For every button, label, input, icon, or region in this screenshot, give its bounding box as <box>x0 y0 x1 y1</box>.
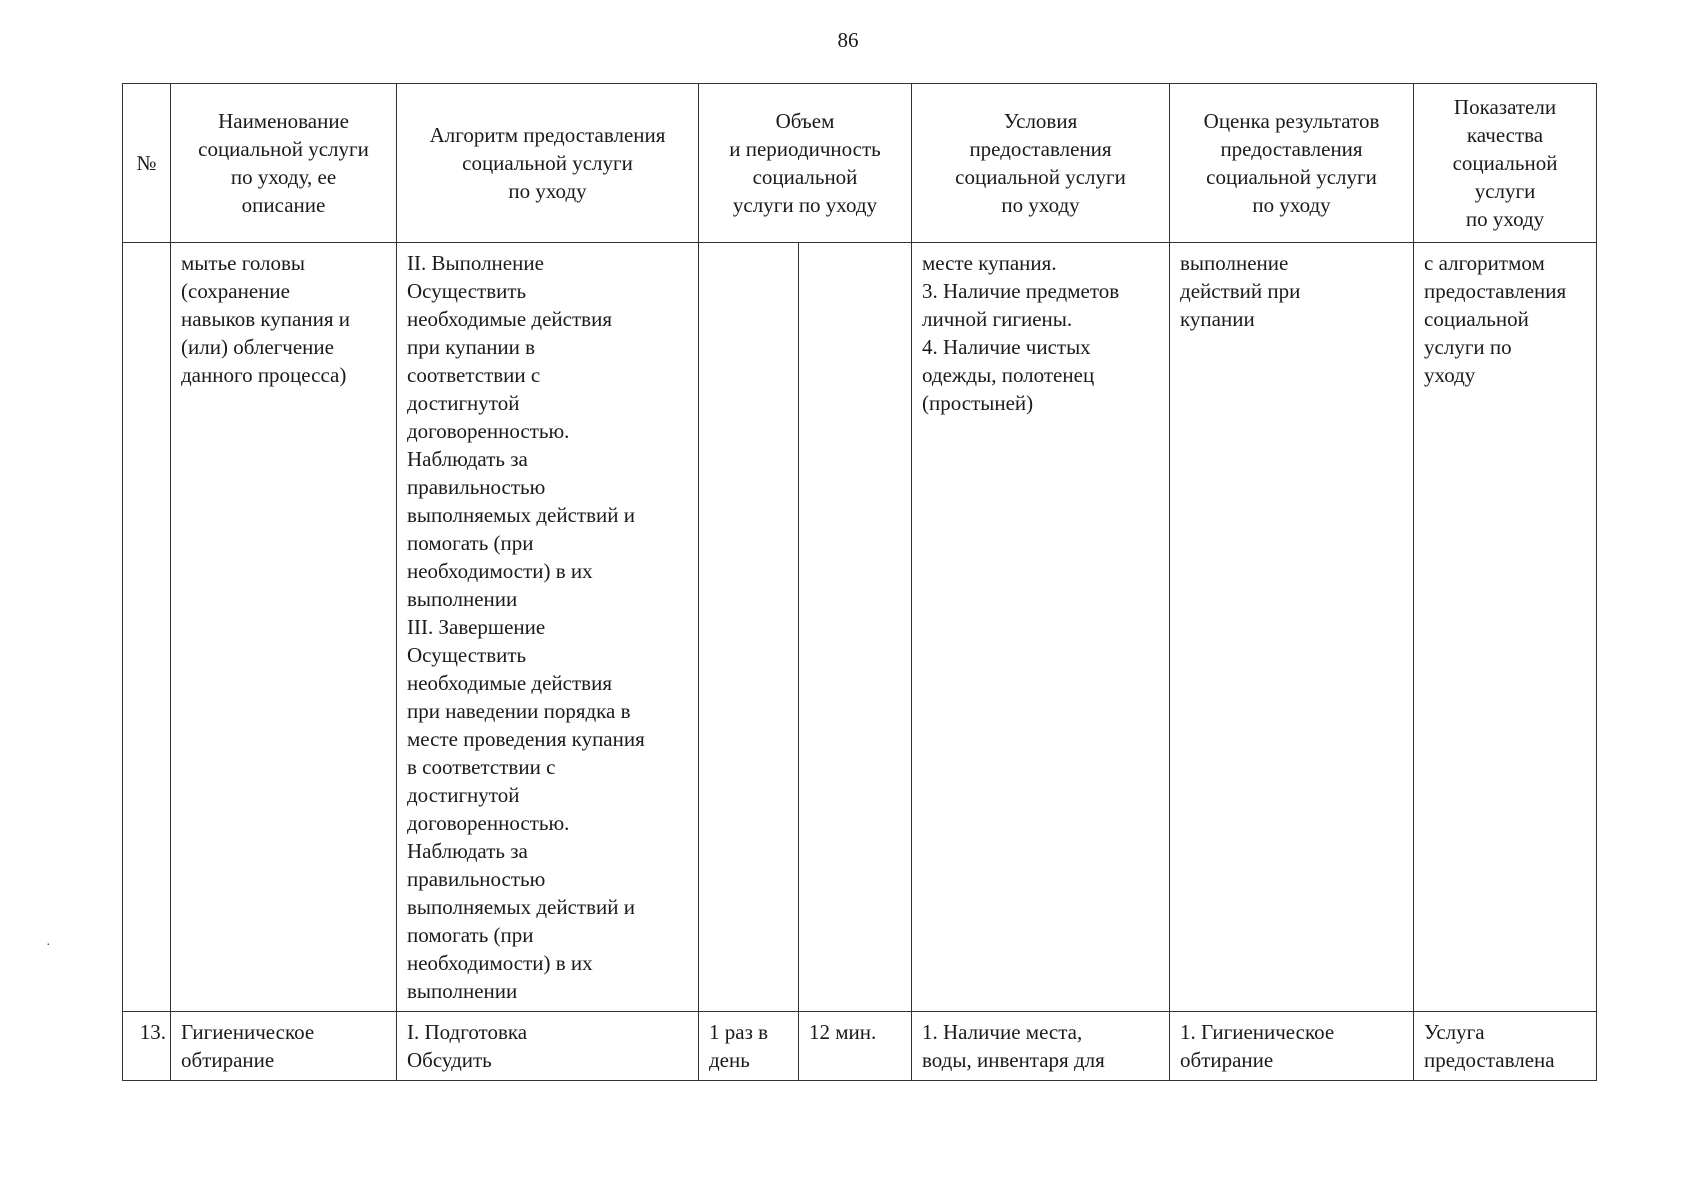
services-table <box>122 83 1597 1081</box>
row-volume-frequency <box>699 243 799 1012</box>
row-name-text: Гигиеническое обтирание <box>181 1020 315 1072</box>
header-num: № <box>123 84 171 243</box>
row-volume-time-text: 12 мин. <box>809 1020 877 1044</box>
row-evaluation-text: 1. Гигиеническое обтирание <box>1180 1020 1335 1072</box>
row-quality: с алгоритмом предоставления социальной услуги по уходу <box>1414 243 1597 1012</box>
row-volume-frequency <box>699 1012 799 1081</box>
header-volume: Объем и периодичность социальной услуги по уходу <box>699 84 912 243</box>
row-algorithm <box>397 1012 699 1081</box>
row-quality-text: Услуга предоставлена <box>1424 1020 1555 1072</box>
table-header-row <box>123 84 1597 243</box>
row-name <box>171 1012 397 1081</box>
row-conditions <box>912 1012 1170 1081</box>
scan-speck: · <box>46 938 51 953</box>
row-conditions-text: 1. Наличие места, воды, инвентаря для <box>922 1020 1105 1072</box>
row-volume-frequency-text: 1 раз в день <box>709 1020 769 1072</box>
row-num-text: 13. <box>139 1020 166 1044</box>
header-evaluation: Оценка результатов предоставления социальной услуги по уходу <box>1170 84 1414 243</box>
row-volume-time <box>799 1012 912 1081</box>
header-quality: Показатели качества социальной услуги по уходу <box>1414 84 1597 243</box>
row-evaluation: выполнение действий при купании <box>1170 243 1414 1012</box>
table-row <box>123 243 1597 1012</box>
row-algorithm: II. Выполнение Осуществить необходимые действия при купании в соответствии с достигнутой договоренностью. Наблюдать за правильностью выполняемых действий и помогать (при необходимости) в их выполнении III. Завершение Осуществить необходимые действия при наведении порядка в месте проведения купания в соответствии с достигнутой договоренностью. Наблюдать за правильностью выполняемых действий и помогать (при необходимости) в их выполнении <box>397 243 699 1012</box>
row-evaluation <box>1170 1012 1414 1081</box>
table-row <box>123 1012 1597 1081</box>
row-volume-time <box>799 243 912 1012</box>
header-algorithm: Алгоритм предоставления социальной услуги по уходу <box>397 84 699 243</box>
page-number: 86 <box>837 28 859 52</box>
row-conditions: месте купания. 3. Наличие предметов личной гигиены. 4. Наличие чистых одежды, полотенец (простыней) <box>912 243 1170 1012</box>
row-num <box>123 243 171 1012</box>
header-name: Наименование социальной услуги по уходу, ее описание <box>171 84 397 243</box>
header-conditions: Условия предоставления социальной услуги по уходу <box>912 84 1170 243</box>
row-quality <box>1414 1012 1597 1081</box>
row-name: мытье головы (сохранение навыков купания и (или) облегчение данного процесса) <box>171 243 397 1012</box>
row-num <box>123 1012 171 1081</box>
row-algorithm-text: I. Подготовка Обсудить <box>407 1020 528 1072</box>
